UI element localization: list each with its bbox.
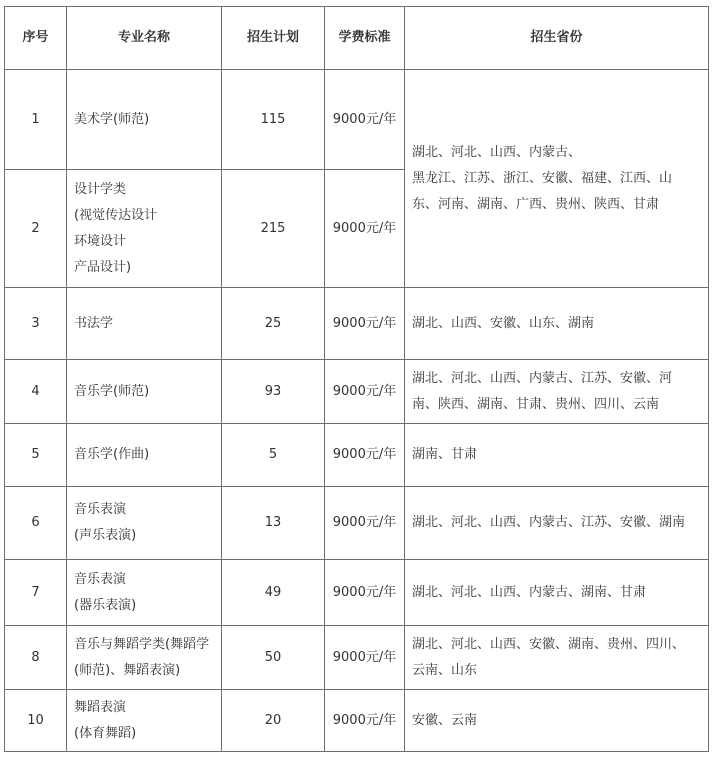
provinces-line: 湖北、河北、山西、内蒙古、 — [412, 144, 582, 160]
row-major-name — [67, 626, 222, 690]
row-provinces — [405, 424, 709, 487]
major-name-line: (师范)、舞蹈表演) — [74, 662, 181, 678]
row-no: 8 — [5, 626, 67, 690]
row-plan: 5 — [222, 424, 325, 487]
row-plan: 115 — [222, 70, 325, 170]
row-major-name — [67, 560, 222, 626]
table-row — [5, 487, 709, 560]
provinces-line: 东、河南、湖南、广西、贵州、陕西、甘肃 — [412, 196, 660, 212]
row-provinces-merged — [405, 70, 709, 288]
provinces-line: 湖北、河北、山西、内蒙古、湖南、甘肃 — [412, 584, 647, 600]
row-provinces — [405, 360, 709, 424]
table-row — [5, 690, 709, 752]
major-name-line: 环境设计 — [74, 233, 127, 249]
major-name-line: (声乐表演) — [74, 528, 137, 543]
major-name-line: 音乐表演 — [74, 571, 127, 587]
row-no: 2 — [5, 170, 67, 288]
provinces-line: 湖北、山西、安徽、山东、湖南 — [412, 315, 595, 331]
row-plan: 50 — [222, 626, 325, 690]
provinces-line: 南、陕西、湖南、甘肃、贵州、四川、云南 — [412, 396, 660, 412]
major-name-line: 音乐学(作曲) — [74, 447, 150, 462]
header-tuition: 学费标准 — [325, 7, 405, 70]
major-name-line: 舞蹈表演 — [74, 699, 127, 715]
table-row — [5, 424, 709, 487]
row-no: 3 — [5, 288, 67, 360]
provinces-line: 云南、山东 — [412, 662, 478, 678]
row-fee: 9000元/年 — [325, 424, 405, 487]
row-no: 10 — [5, 690, 67, 752]
row-plan: 25 — [222, 288, 325, 360]
major-name-line: (视觉传达设计 — [74, 207, 158, 223]
row-major-name — [67, 424, 222, 487]
table-row — [5, 360, 709, 424]
major-name-line: (体育舞蹈) — [74, 725, 137, 741]
enrollment-table — [4, 6, 709, 752]
row-provinces — [405, 626, 709, 690]
major-name-line: 音乐与舞蹈学类(舞蹈学 — [74, 636, 210, 652]
row-no: 5 — [5, 424, 67, 487]
row-fee: 9000元/年 — [325, 560, 405, 626]
header-no: 序号 — [5, 7, 67, 70]
major-name-line: 书法学 — [74, 315, 114, 331]
row-plan: 20 — [222, 690, 325, 752]
row-plan: 93 — [222, 360, 325, 424]
table-row — [5, 560, 709, 626]
provinces-line: 湖北、河北、山西、安徽、湖南、贵州、四川、 — [412, 636, 686, 652]
header-provinces: 招生省份 — [405, 7, 709, 70]
row-provinces — [405, 288, 709, 360]
row-no: 1 — [5, 70, 67, 170]
major-name-line: 美术学(师范) — [74, 111, 150, 127]
row-provinces — [405, 487, 709, 560]
row-fee: 9000元/年 — [325, 360, 405, 424]
header-major-name: 专业名称 — [67, 7, 222, 70]
major-name-line: 音乐表演 — [74, 502, 127, 517]
row-fee: 9000元/年 — [325, 170, 405, 288]
row-major-name — [67, 70, 222, 170]
row-major-name — [67, 360, 222, 424]
row-no: 4 — [5, 360, 67, 424]
row-no: 7 — [5, 560, 67, 626]
provinces-line: 安徽、云南 — [412, 712, 478, 728]
row-provinces — [405, 560, 709, 626]
row-major-name — [67, 690, 222, 752]
row-plan: 215 — [222, 170, 325, 288]
table-row — [5, 288, 709, 360]
row-major-name — [67, 288, 222, 360]
provinces-line: 湖南、甘肃 — [412, 447, 478, 462]
row-fee: 9000元/年 — [325, 487, 405, 560]
header-enrollment-plan: 招生计划 — [222, 7, 325, 70]
row-no: 6 — [5, 487, 67, 560]
major-name-line: 设计学类 — [74, 181, 127, 197]
major-name-line: 音乐学(师范) — [74, 383, 150, 399]
table-row — [5, 626, 709, 690]
row-major-name — [67, 487, 222, 560]
row-fee: 9000元/年 — [325, 70, 405, 170]
provinces-line: 湖北、河北、山西、内蒙古、江苏、安徽、湖南 — [412, 515, 686, 530]
row-fee: 9000元/年 — [325, 626, 405, 690]
major-name-line: 产品设计) — [74, 259, 132, 275]
provinces-line: 湖北、河北、山西、内蒙古、江苏、安徽、河 — [412, 370, 673, 386]
row-fee: 9000元/年 — [325, 288, 405, 360]
row-provinces — [405, 690, 709, 752]
row-plan: 13 — [222, 487, 325, 560]
major-name-line: (器乐表演) — [74, 597, 137, 613]
row-major-name — [67, 170, 222, 288]
row-fee: 9000元/年 — [325, 690, 405, 752]
provinces-line: 黑龙江、江苏、浙江、安徽、福建、江西、山 — [412, 170, 673, 186]
table-row — [5, 70, 709, 170]
row-plan: 49 — [222, 560, 325, 626]
table-header-row — [5, 7, 709, 70]
